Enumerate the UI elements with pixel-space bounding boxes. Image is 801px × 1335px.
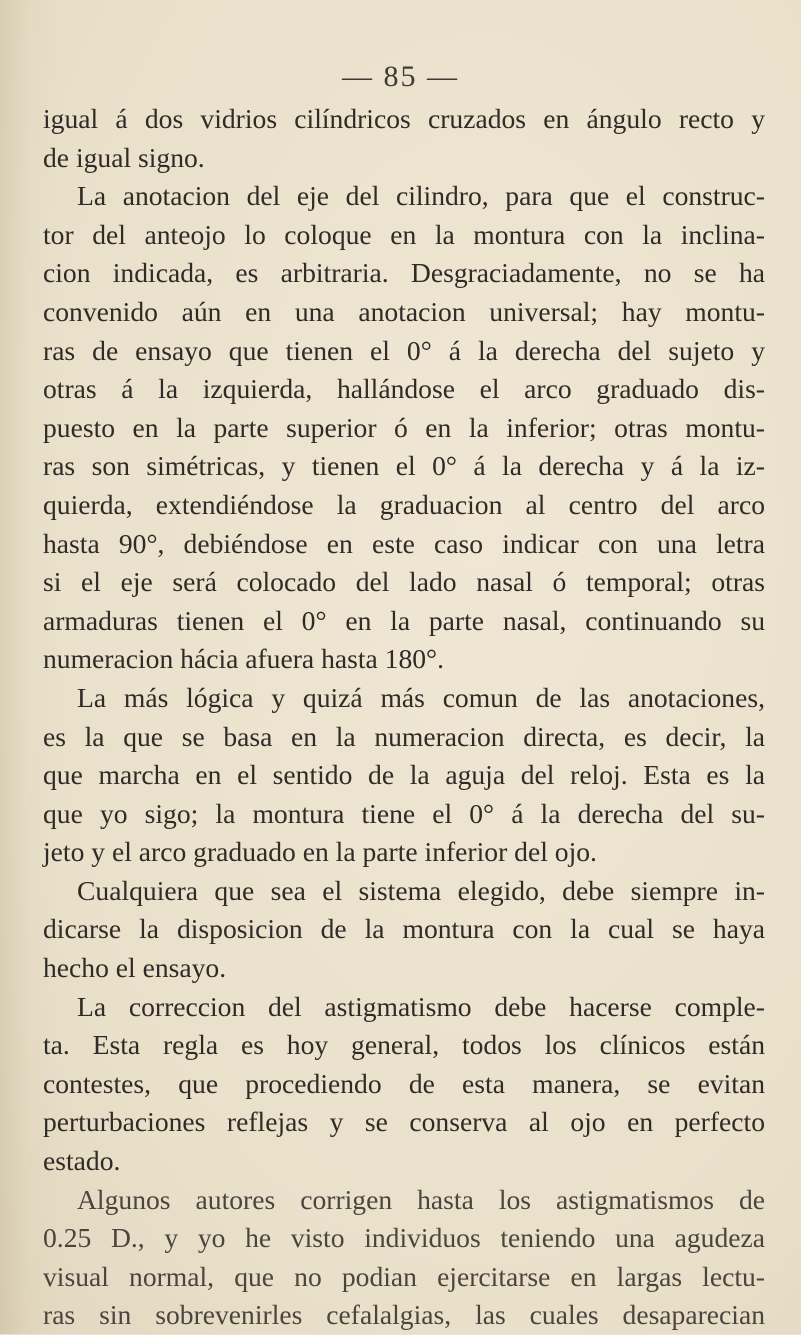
text-line: es la que se basa en la numeracion directa, es decir, la — [43, 720, 765, 752]
text-line: igual á dos vidrios cilíndricos cruzados en ángulo recto y — [43, 103, 765, 134]
text-line: convenido aún en una anotacion universal; hay montu- — [43, 295, 765, 327]
text-line: Cualquiera que sea el sistema elegido, debe siempre in- — [77, 874, 765, 906]
text-line: contestes, que procediendo de esta manera, se evitan — [43, 1067, 765, 1099]
text-line: estado. — [43, 1145, 121, 1177]
text-line: quierda, extendiéndose la graduacion al centro del arco — [43, 488, 765, 520]
text-line: puesto en la parte superior ó en la inferior; otras montu- — [43, 411, 765, 443]
text-line: perturbaciones reflejas y se conserva al ojo en perfecto — [43, 1106, 765, 1138]
text-line: hecho el ensayo. — [43, 952, 227, 984]
text-line: tor del anteojo lo coloque en la montura con la inclina- — [43, 218, 765, 250]
text-line: La más lógica y quizá más comun de las anotaciones, — [77, 681, 765, 713]
text-line: de igual signo. — [43, 141, 205, 173]
text-line: ras son simétricas, y tienen el 0° á la derecha y á la iz- — [43, 450, 765, 482]
text-line: ta. Esta regla es hoy general, todos los clínicos están — [43, 1029, 765, 1061]
page-number: — 85 — — [342, 60, 459, 93]
text-line: si el eje será colocado del lado nasal ó temporal; otras — [43, 566, 765, 598]
text-line: ras sin sobrevenirles cefalalgias, las cuales desaparecian — [43, 1299, 765, 1331]
text-line: que yo sigo; la montura tiene el 0° á la derecha del su- — [43, 797, 765, 829]
text-line: visual normal, que no podian ejercitarse en largas lectu- — [43, 1260, 765, 1292]
text-line: La anotacion del eje del cilindro, para que el construc- — [77, 180, 765, 212]
text-line: armaduras tienen el 0° en la parte nasal, continuando su — [43, 604, 765, 636]
text-line: Algunos autores corrigen hasta los astigmatismos de — [77, 1183, 765, 1215]
body-text — [43, 100, 765, 1335]
text-line: La correccion del astigmatismo debe hacerse comple- — [77, 990, 765, 1022]
text-line: numeracion hácia afuera hasta 180°. — [43, 643, 444, 675]
text-line: hasta 90°, debiéndose en este caso indicar con una letra — [43, 527, 765, 559]
text-line: 0.25 D., y yo he visto individuos teniendo una agudeza — [43, 1222, 765, 1254]
text-line: dicarse la disposicion de la montura con la cual se haya — [43, 913, 765, 945]
text-line: que marcha en el sentido de la aguja del reloj. Esta es la — [43, 759, 765, 791]
text-line: otras á la izquierda, hallándose el arco graduado dis- — [43, 373, 765, 405]
text-line: cion indicada, es arbitraria. Desgraciadamente, no se ha — [43, 257, 765, 289]
text-line: jeto y el arco graduado en la parte inferior del ojo. — [43, 836, 597, 868]
text-line: ras de ensayo que tienen el 0° á la derecha del sujeto y — [43, 334, 765, 366]
